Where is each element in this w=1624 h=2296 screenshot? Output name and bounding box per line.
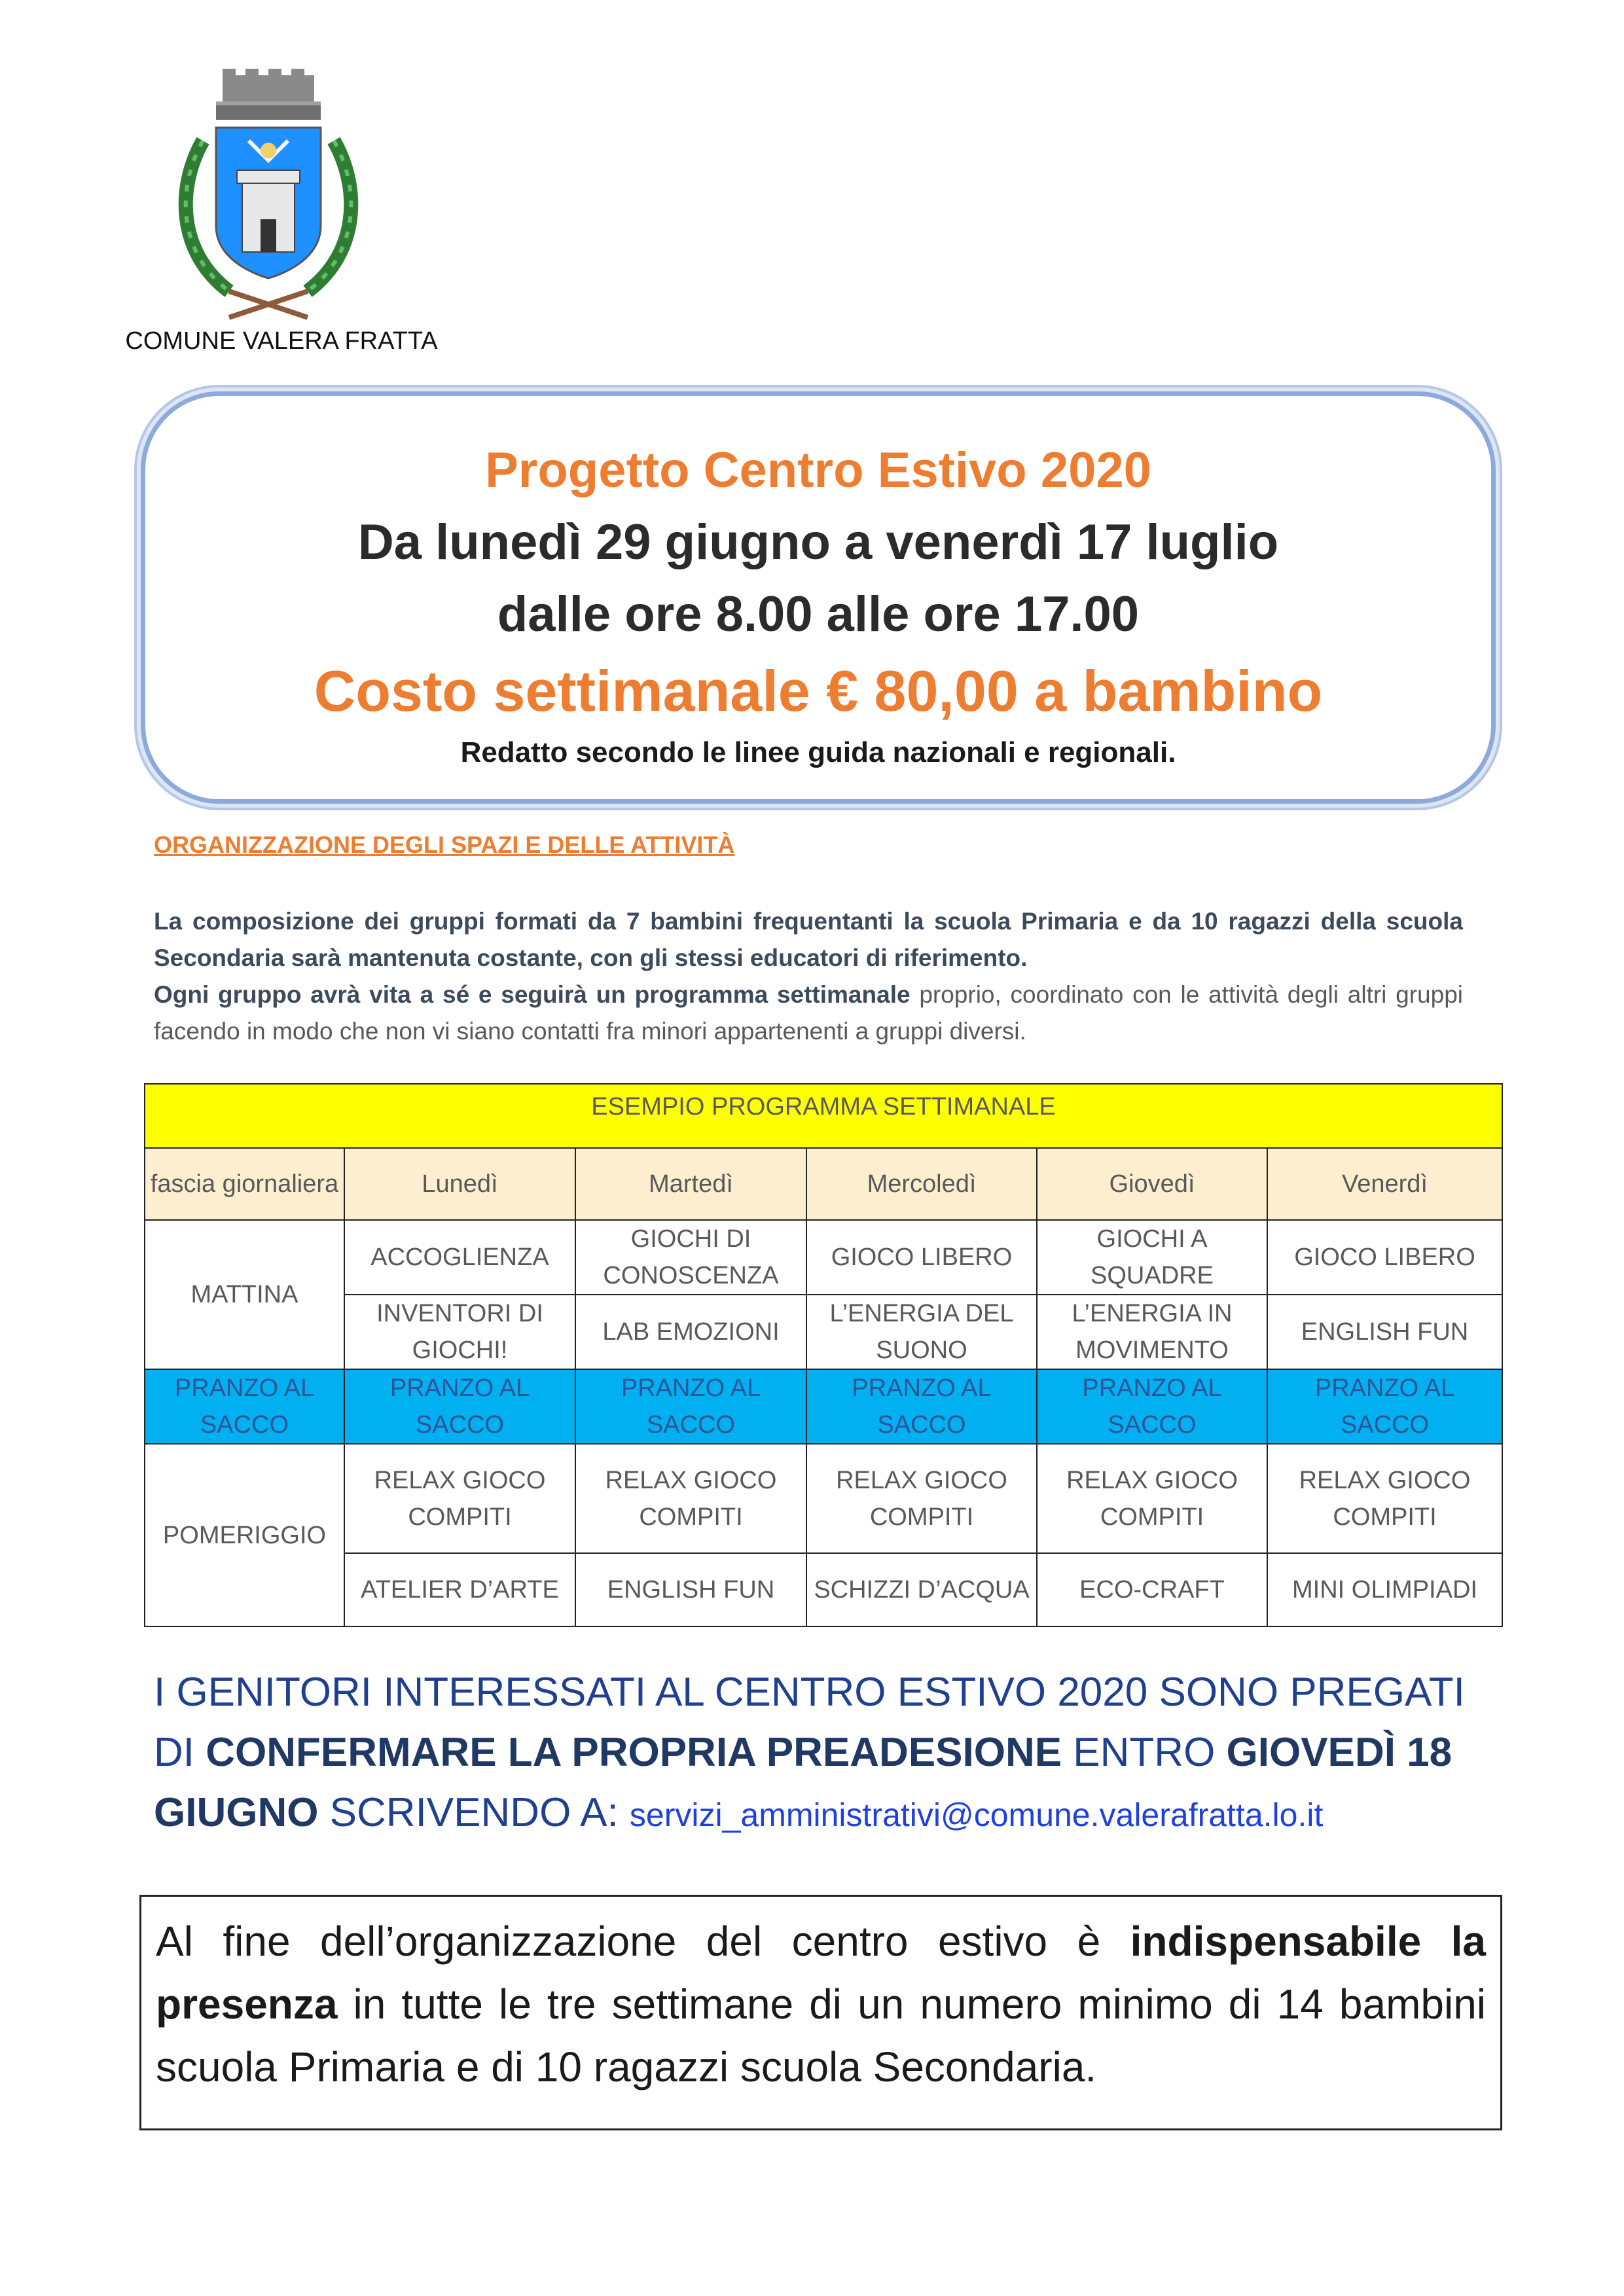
table-cell: L’ENERGIA IN MOVIMENTO (1037, 1295, 1267, 1369)
project-cost: Costo settimanale € 80,00 a bambino (314, 658, 1323, 723)
comune-name: COMUNE VALERA FRATTA (125, 327, 438, 355)
table-cell: GIOCHI A SQUADRE (1037, 1220, 1267, 1295)
paragraph-1: La composizione dei gruppi formati da 7 bambini frequentanti la scuola Primaria e da 10 ragazzi della scuola Secondaria sarà mantenuta costante, con gli stessi educatori di riferimento. (154, 908, 1463, 971)
table-row (145, 1220, 1502, 1295)
section-heading: ORGANIZZAZIONE DEGLI SPAZI E DELLE ATTIVITÀ (154, 831, 735, 858)
project-title: Progetto Centro Estivo 2020 (485, 442, 1151, 498)
parents-notice (154, 1662, 1515, 1845)
table-cell: LAB EMOZIONI (575, 1295, 806, 1369)
project-dates: Da lunedì 29 giugno a venerdì 17 luglio (357, 514, 1279, 570)
table-cell: RELAX GIOCO COMPITI (344, 1444, 575, 1553)
condition-box (139, 1895, 1502, 2130)
table-cell: RELAX GIOCO COMPITI (806, 1444, 1037, 1553)
schedule-table (144, 1083, 1503, 1627)
table-cell: SCHIZZI D’ACQUA (806, 1553, 1037, 1626)
table-cell: PRANZO AL SACCO (344, 1369, 575, 1444)
header-frame (141, 391, 1496, 804)
table-cell: ENGLISH FUN (1267, 1295, 1502, 1369)
header-cell: fascia giornaliera (145, 1148, 344, 1220)
paragraph-2-rest: proprio, coordinato con le attività degli altri gruppi facendo in modo che non vi siano contatti fra minori appartenenti a gruppi diversi. (154, 981, 1463, 1045)
table-cell: RELAX GIOCO COMPITI (1267, 1444, 1502, 1553)
table-cell: RELAX GIOCO COMPITI (1037, 1444, 1267, 1553)
period-label: POMERIGGIO (145, 1444, 344, 1626)
notice-text-2: ENTRO (1062, 1730, 1227, 1775)
table-row (145, 1295, 1502, 1369)
paragraph-2-bold: Ogni gruppo avrà vita a sé e seguirà un programma settimanale (154, 981, 911, 1008)
table-cell: INVENTORI DI GIOCHI! (344, 1295, 575, 1369)
table-cell: MINI OLIMPIADI (1267, 1553, 1502, 1626)
table-cell: PRANZO AL SACCO (806, 1369, 1037, 1444)
lunch-row (145, 1369, 1502, 1444)
organization-paragraph (154, 903, 1463, 1050)
condition-text-2: in tutte le tre settimane di un numero minimo di 14 bambini scuola Primaria e di 10 ragazzi scuola Secondaria. (156, 1981, 1486, 2090)
table-cell: GIOCO LIBERO (1267, 1220, 1502, 1295)
header-cell: Lunedì (344, 1148, 575, 1220)
notice-bold-1: CONFERMARE LA PROPRIA PREADESIONE (206, 1730, 1062, 1775)
table-cell: GIOCHI DI CONOSCENZA (575, 1220, 806, 1295)
condition-bold: indispensabile la presenza (156, 1918, 1487, 2028)
header-cell: Venerdì (1267, 1148, 1502, 1220)
header-cell: Martedì (575, 1148, 806, 1220)
table-title: ESEMPIO PROGRAMMA SETTIMANALE (145, 1084, 1502, 1148)
notice-text-1: I GENITORI INTERESSATI AL CENTRO ESTIVO 2020 SONO PREGATI DI (154, 1670, 1465, 1775)
table-cell: ECO-CRAFT (1037, 1553, 1267, 1626)
table-header-row (145, 1148, 1502, 1220)
table-cell: GIOCO LIBERO (806, 1220, 1037, 1295)
project-note: Redatto secondo le linee guida nazionali e regionali. (460, 736, 1176, 768)
project-hours: dalle ore 8.00 alle ore 17.00 (497, 586, 1140, 642)
period-label: MATTINA (145, 1220, 344, 1369)
table-cell: PRANZO AL SACCO (145, 1369, 344, 1444)
table-cell: PRANZO AL SACCO (575, 1369, 806, 1444)
table-row (145, 1553, 1502, 1626)
notice-text-3: SCRIVENDO A: (318, 1790, 630, 1835)
comune-crest (164, 69, 373, 331)
notice-bold-2: GIOVEDÌ 18 GIUGNO (154, 1730, 1453, 1835)
email-link[interactable]: servizi_amministrativi@comune.valerafratta.lo.it (629, 1797, 1324, 1833)
table-cell: ATELIER D’ARTE (344, 1553, 575, 1626)
table-row (145, 1444, 1502, 1553)
header-cell: Giovedì (1037, 1148, 1267, 1220)
table-cell: RELAX GIOCO COMPITI (575, 1444, 806, 1553)
condition-text-1: Al fine dell’organizzazione del centro estivo è (156, 1918, 1130, 1965)
header-cell: Mercoledì (806, 1148, 1037, 1220)
table-cell: PRANZO AL SACCO (1267, 1369, 1502, 1444)
crown-icon (216, 69, 321, 120)
table-cell: PRANZO AL SACCO (1037, 1369, 1267, 1444)
table-cell: ENGLISH FUN (575, 1553, 806, 1626)
table-cell: L’ENERGIA DEL SUONO (806, 1295, 1037, 1369)
table-cell: ACCOGLIENZA (344, 1220, 575, 1295)
